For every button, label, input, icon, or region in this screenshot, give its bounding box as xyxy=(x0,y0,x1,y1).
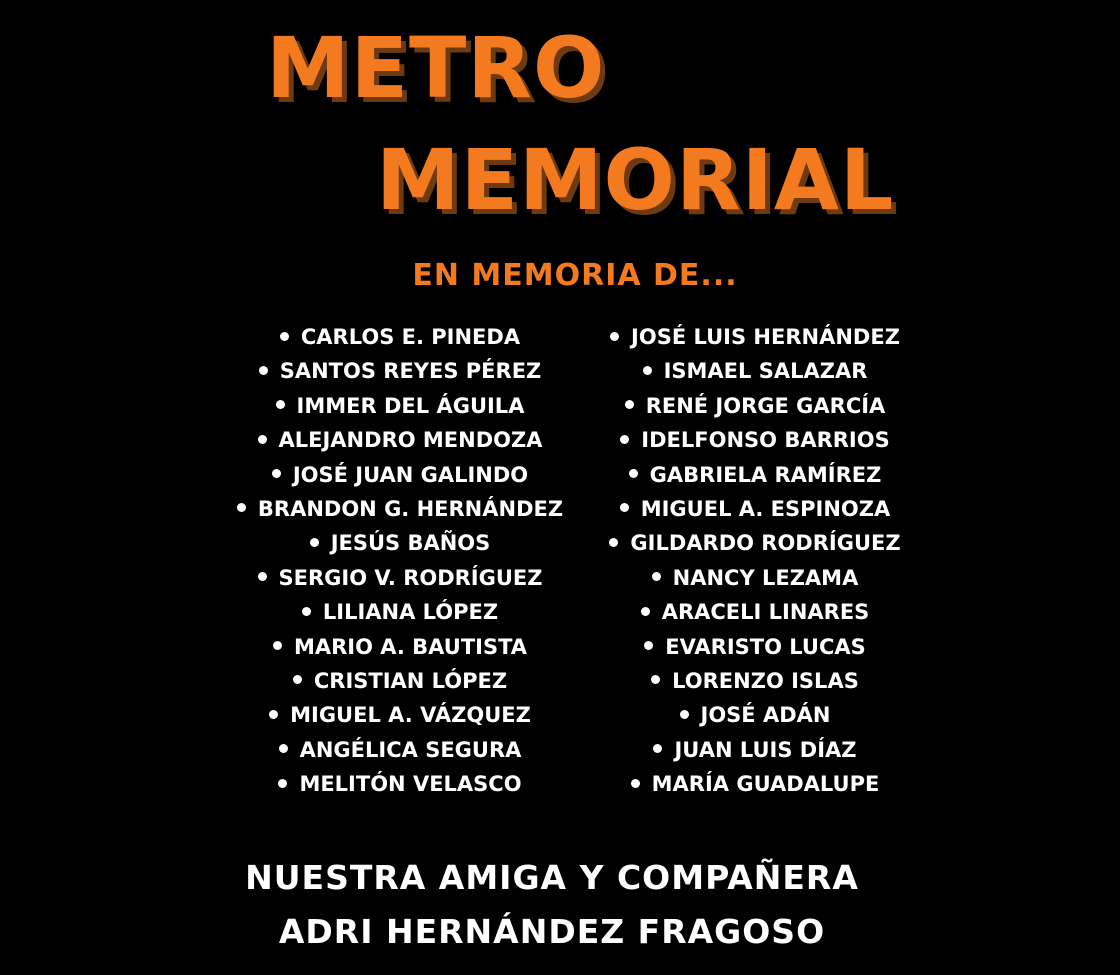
list-item xyxy=(585,767,925,801)
list-item xyxy=(585,664,925,698)
bullet-icon xyxy=(680,710,689,719)
list-item xyxy=(585,320,925,354)
list-item xyxy=(220,595,580,629)
bullet-icon xyxy=(625,400,634,409)
name-text: JESÚS BAÑOS xyxy=(330,531,491,556)
name-text: ANGÉLICA SEGURA xyxy=(299,737,522,762)
name-text: EVARISTO LUCAS xyxy=(665,634,866,659)
list-item xyxy=(585,698,925,732)
name-text: JOSÉ JUAN GALINDO xyxy=(292,462,529,487)
list-item xyxy=(220,733,580,767)
name-text: IDELFONSO BARRIOS xyxy=(641,428,890,453)
title-memorial: MEMORIAL xyxy=(376,131,895,229)
list-item xyxy=(220,458,580,492)
list-item xyxy=(220,767,580,801)
bullet-icon xyxy=(259,366,268,375)
name-text: BRANDON G. HERNÁNDEZ xyxy=(257,496,564,521)
title-metro: METRO xyxy=(266,19,606,117)
list-item xyxy=(220,664,580,698)
list-item xyxy=(585,423,925,457)
list-item xyxy=(585,526,925,560)
bullet-icon xyxy=(644,641,653,650)
list-item xyxy=(585,492,925,526)
list-item xyxy=(585,630,925,664)
dedication-line-1: NUESTRA AMIGA Y COMPAÑERA xyxy=(245,858,859,897)
bullet-icon xyxy=(310,538,319,547)
bullet-icon xyxy=(258,435,267,444)
bullet-icon xyxy=(643,366,652,375)
bullet-icon xyxy=(652,572,661,581)
list-item xyxy=(220,526,580,560)
name-text: RENÉ JORGE GARCÍA xyxy=(645,393,886,418)
bullet-icon xyxy=(653,744,662,753)
name-text: LORENZO ISLAS xyxy=(672,668,859,693)
bullet-icon xyxy=(631,779,640,788)
name-text: CARLOS E. PINEDA xyxy=(300,325,521,349)
name-text: CRISTIAN LÓPEZ xyxy=(313,668,508,693)
bullet-icon xyxy=(258,572,267,581)
name-text: GABRIELA RAMÍREZ xyxy=(649,462,882,487)
bullet-icon xyxy=(273,641,282,650)
name-text: SANTOS REYES PÉREZ xyxy=(279,359,542,384)
bullet-icon xyxy=(269,710,278,719)
name-text: MARIO A. BAUTISTA xyxy=(293,634,528,659)
list-item xyxy=(220,561,580,595)
name-text: JOSÉ LUIS HERNÁNDEZ xyxy=(631,325,900,349)
bullet-icon xyxy=(620,435,629,444)
bullet-icon xyxy=(272,469,281,478)
name-text: GILDARDO RODRÍGUEZ xyxy=(630,531,901,556)
name-text: SERGIO V. RODRÍGUEZ xyxy=(278,565,543,590)
name-text: IMMER DEL ÁGUILA xyxy=(296,393,525,418)
list-item xyxy=(220,698,580,732)
list-item xyxy=(220,630,580,664)
names-list-left xyxy=(220,320,580,801)
bullet-icon xyxy=(641,607,650,616)
list-item xyxy=(585,389,925,423)
bullet-icon xyxy=(651,675,660,684)
list-item xyxy=(220,389,580,423)
bullet-icon xyxy=(278,779,287,788)
list-item xyxy=(220,423,580,457)
bullet-icon xyxy=(293,675,302,684)
subtitle-en-memoria: EN MEMORIA DE... xyxy=(412,258,738,293)
bullet-icon xyxy=(276,400,285,409)
name-text: NANCY LEZAMA xyxy=(672,565,859,590)
name-text: ALEJANDRO MENDOZA xyxy=(278,428,543,453)
name-text: MIGUEL A. VÁZQUEZ xyxy=(290,703,531,728)
list-item xyxy=(220,320,580,354)
name-text: JOSÉ ADÁN xyxy=(700,703,831,728)
list-item xyxy=(585,458,925,492)
bullet-icon xyxy=(610,332,619,341)
bullet-icon xyxy=(237,503,246,512)
bullet-icon xyxy=(280,332,289,341)
bullet-icon xyxy=(620,503,629,512)
name-text: ARACELI LINARES xyxy=(661,600,870,625)
name-text: LILIANA LÓPEZ xyxy=(322,600,499,625)
name-text: MIGUEL A. ESPINOZA xyxy=(640,496,891,521)
list-item xyxy=(220,354,580,388)
list-item xyxy=(585,354,925,388)
list-item xyxy=(220,492,580,526)
bullet-icon xyxy=(629,469,638,478)
bullet-icon xyxy=(279,744,288,753)
names-list-right xyxy=(585,320,925,801)
name-text: MELITÓN VELASCO xyxy=(299,772,522,797)
bullet-icon xyxy=(609,538,618,547)
list-item xyxy=(585,561,925,595)
dedication-line-2: ADRI HERNÁNDEZ FRAGOSO xyxy=(278,912,826,951)
bullet-icon xyxy=(302,607,311,616)
list-item xyxy=(585,733,925,767)
list-item xyxy=(585,595,925,629)
name-text: MARÍA GUADALUPE xyxy=(651,772,880,797)
name-text: JUAN LUIS DÍAZ xyxy=(674,737,857,762)
name-text: ISMAEL SALAZAR xyxy=(663,359,868,384)
